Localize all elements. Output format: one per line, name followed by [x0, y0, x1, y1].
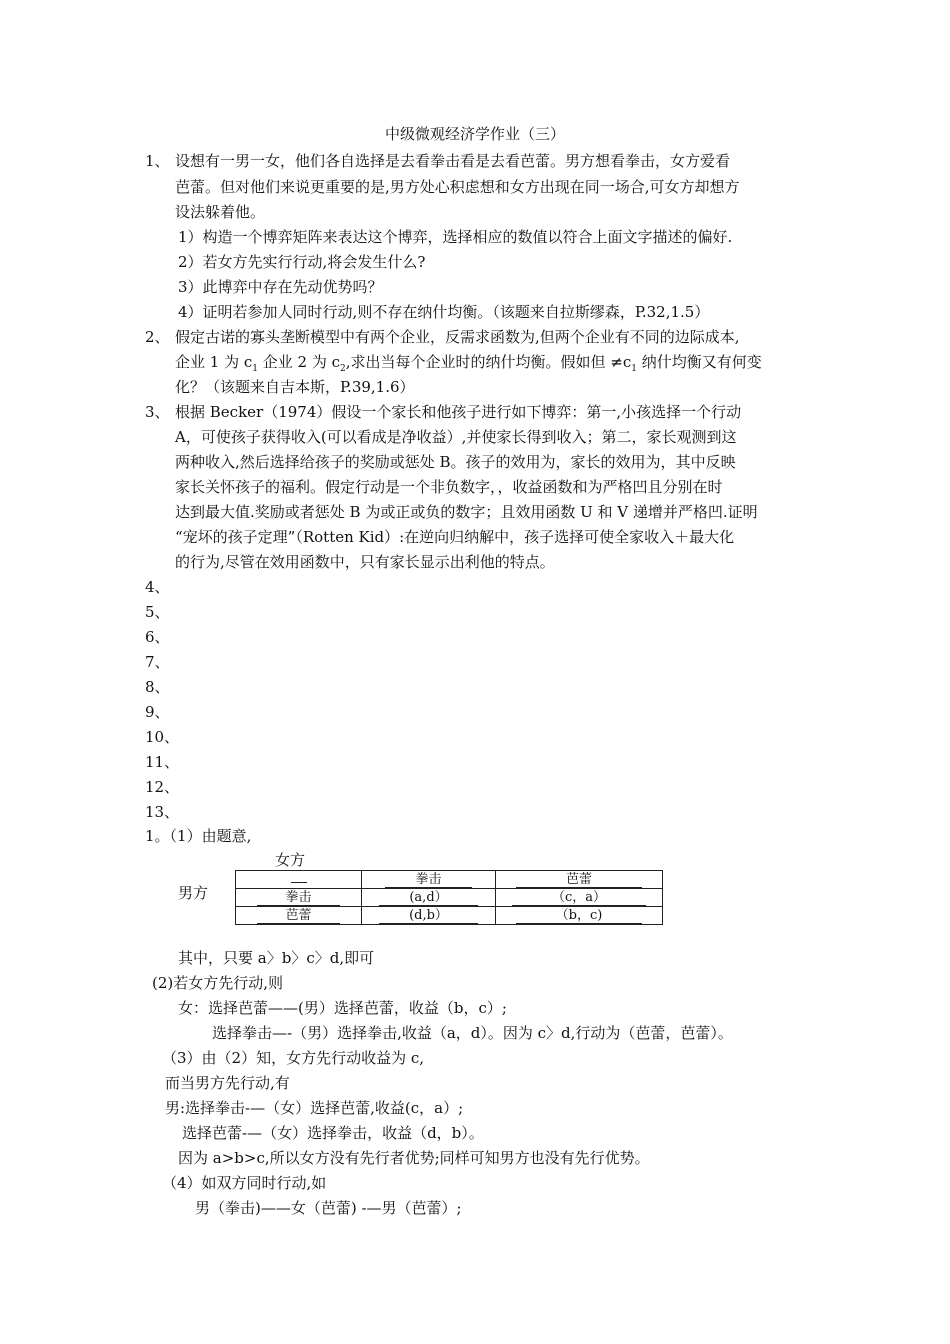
question-1-sub-4: 4）证明若参加人同时行动,则不存在纳什均衡。（该题来自拉斯缪森，P.32,1.5）: [178, 303, 710, 321]
row-player-label: 男方: [178, 884, 209, 902]
question-1-sub-3: 3）此博弈中存在先动优势吗？: [178, 278, 383, 296]
question-1-line-1: 设想有一男一女，他们各自选择是去看拳击看是去看芭蕾。男方想看拳击，女方爱看: [175, 152, 731, 170]
table-row: [236, 871, 663, 889]
answer-line-2: (2)若女方先行动,则: [152, 974, 284, 992]
list-item: 8、: [145, 678, 170, 696]
list-item: 4、: [145, 578, 170, 596]
question-2-number: 2、: [145, 328, 170, 346]
answer-line-8: 选择芭蕾-—（女）选择拳击，收益（d，b）。: [182, 1124, 484, 1142]
table-cell: (d,b）: [362, 907, 496, 925]
list-item: 9、: [145, 703, 170, 721]
list-item: 7、: [145, 653, 170, 671]
question-1-line-2: 芭蕾。但对他们来说更重要的是,男方处心积虑想和女方出现在同一场合,可女方却想方: [175, 178, 740, 196]
question-2-line-3: 化？（该题来自吉本斯，P.39,1.6）: [175, 378, 415, 396]
page-title: 中级微观经济学作业（三）: [384, 125, 565, 143]
table-row-label: 拳击: [236, 889, 362, 907]
table-cell: [236, 871, 362, 889]
table-cell: （b，c): [496, 907, 663, 925]
answer-line-7: 男:选择拳击-—（女）选择芭蕾,收益(c，a）;: [165, 1099, 464, 1117]
answer-line-11: 男（拳击)——女（芭蕾) -—男（芭蕾）;: [195, 1199, 462, 1217]
question-1-number: 1、: [145, 152, 170, 170]
question-3-line-4: 家长关怀孩子的福利。假定行动是一个非负数字，，收益函数和为严格凹且分别在时: [175, 478, 723, 496]
question-1-sub-2: 2）若女方先实行行动,将会发生什么?: [178, 253, 426, 271]
table-header-cell: 拳击: [362, 871, 496, 889]
answer-line-3: 女：选择芭蕾——(男）选择芭蕾，收益（b，c）;: [178, 999, 507, 1017]
answer-intro: 1。（1）由题意,: [145, 827, 252, 845]
list-item: 13、: [145, 803, 180, 821]
question-3-line-5: 达到最大值.奖励或者惩处 B 为或正或负的数字；且效用函数 U 和 V 递增并严格凹.证明: [175, 503, 758, 521]
answer-line-4: 选择拳击—-（男）选择拳击,收益（a，d）。因为 c〉d,行动为（芭蕾，芭蕾）。: [212, 1024, 733, 1042]
table-header-cell: 芭蕾: [496, 871, 663, 889]
table-row-label: 芭蕾: [236, 907, 362, 925]
payoff-matrix: [235, 870, 663, 925]
list-item: 12、: [145, 778, 180, 796]
question-2-line-2: 企业 1 为 $c_1$ 企业 2 为 $c_2$,求出当每个企业时的纳什均衡。假如但 $\ne c_1$ 纳什均衡又有何变: [175, 353, 762, 374]
question-3-line-2: A，可使孩子获得收入(可以看成是净收益）,并使家长得到收入；第二，家长观测到这: [175, 428, 737, 446]
answer-line-6: 而当男方先行动,有: [165, 1074, 290, 1092]
answer-line-1: 其中，只要 a〉b〉c〉d,即可: [178, 949, 375, 967]
list-item: 10、: [145, 728, 180, 746]
list-item: 5、: [145, 603, 170, 621]
table-cell: (a,d）: [362, 889, 496, 907]
answer-line-10: （4）如双方同时行动,如: [162, 1174, 327, 1192]
list-item: 11、: [145, 753, 180, 771]
question-3-line-7: 的行为,尽管在效用函数中，只有家长显示出利他的特点。: [175, 553, 555, 571]
column-player-label: 女方: [275, 851, 306, 869]
question-1-line-3: 设法躲着他。: [175, 203, 266, 221]
question-3-line-6: “宠坏的孩子定理”（Rotten Kid）:在逆向归纳解中，孩子选择可使全家收入＋最大化: [175, 528, 735, 546]
answer-line-5: （3）由（2）知，女方先行动收益为 c,: [162, 1049, 425, 1067]
question-2-line-1: 假定古诺的寡头垄断模型中有两个企业，反需求函数为,但两个企业有不同的边际成本,: [175, 328, 740, 346]
question-3-line-3: 两种收入,然后选择给孩子的奖励或惩处 B。孩子的效用为，家长的效用为，其中反映: [175, 453, 736, 471]
table-row: [236, 889, 663, 907]
question-3-number: 3、: [145, 403, 170, 421]
table-cell: （c，a）: [496, 889, 663, 907]
answer-line-9: 因为 a>b>c,所以女方没有先行者优势;同样可知男方也没有先行优势。: [178, 1149, 650, 1167]
table-row: [236, 907, 663, 925]
list-item: 6、: [145, 628, 170, 646]
question-1-sub-1: 1）构造一个博弈矩阵来表达这个博弈，选择相应的数值以符合上面文字描述的偏好.: [178, 228, 733, 246]
question-3-line-1: 根据 Becker（1974）假设一个家长和他孩子进行如下博弈：第一,小孩选择一个行动: [175, 403, 742, 421]
